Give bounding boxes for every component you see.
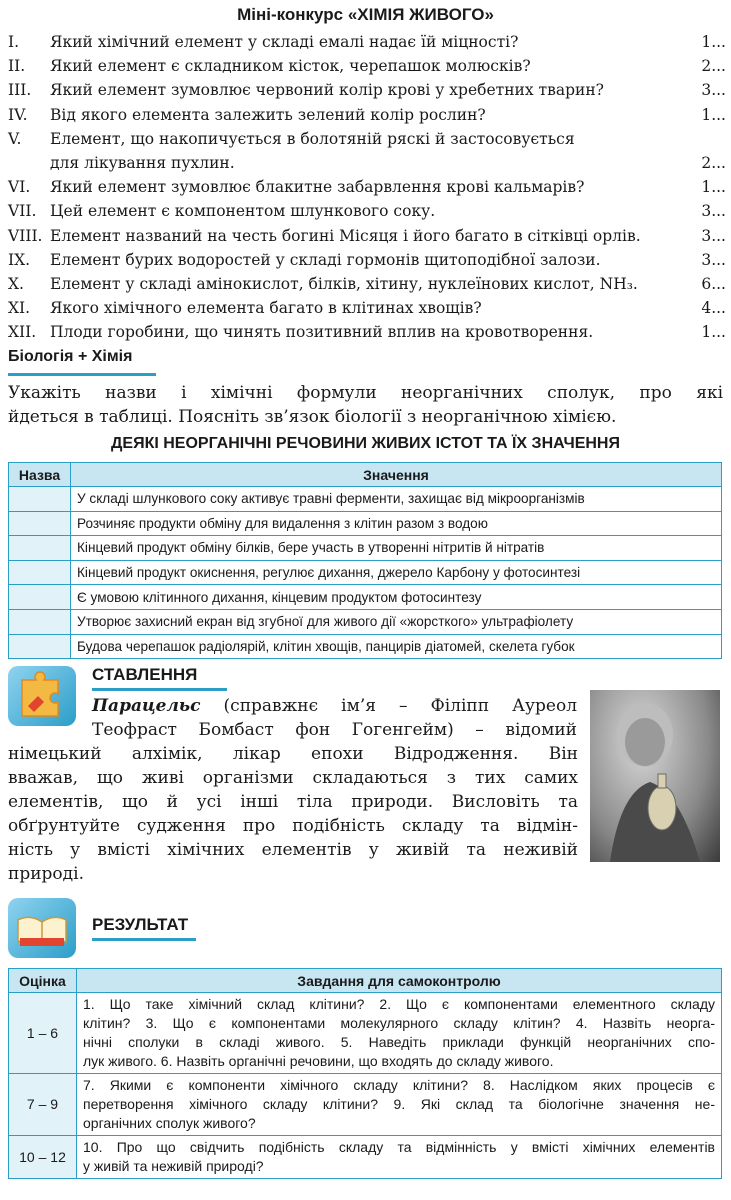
- attitude-paragraph-top: [92, 694, 577, 742]
- self-check-table: [8, 968, 722, 1179]
- header-tasks: Завдання для самоконтролю: [77, 969, 722, 993]
- quiz-item: [8, 248, 726, 272]
- quiz-question: Якого хімічного елемента багато в клітинах хвощів?: [50, 299, 482, 318]
- task-line: у живій та неживій природі?: [83, 1158, 264, 1174]
- grade-cell: 10 – 12: [9, 1136, 77, 1179]
- person-name: Парацельс: [92, 696, 201, 716]
- paragraph-line: природі.: [8, 864, 84, 884]
- substance-meaning-cell: Кінцевий продукт обміну білків, бере участь в утворенні нітритів й нітратів: [71, 536, 722, 561]
- quiz-answer-slot: 4...: [701, 299, 726, 318]
- heading-underline: [92, 688, 227, 691]
- substance-meaning-cell: Утворює захисний екран від згубної для живого дії «жорсткого» ультрафіолету: [71, 609, 722, 634]
- task-line: органічних сполук живого?: [83, 1115, 256, 1131]
- paragraph-line: Теофраст Бомбаст фон Гогенгейм) – відомий: [92, 720, 577, 740]
- quiz-question: Цей елемент є компонентом шлункового соку.: [50, 202, 436, 221]
- quiz-item: [8, 272, 726, 296]
- quiz-number: V.: [8, 129, 22, 148]
- table-row: [9, 1074, 722, 1136]
- grade-cell: 1 – 6: [9, 993, 77, 1074]
- task-line: перетворення хімічного складу клітини? 9. Які склад та біологічне значення не-: [83, 1096, 715, 1112]
- task-line: клітин? 3. Що є компонентами молекулярного складу клітин? 4. Назвіть неорга-: [83, 1015, 715, 1031]
- task-cell: [77, 1136, 722, 1179]
- quiz-question: для лікування пухлин.: [50, 153, 235, 172]
- header-meaning: Значення: [71, 463, 722, 487]
- quiz-question: Елемент у складі амінокислот, білків, хітину, нуклеїнових кислот, NH₃.: [50, 274, 638, 293]
- quiz-list: [8, 30, 726, 344]
- quiz-item: [8, 320, 726, 344]
- quiz-answer-slot: 1...: [701, 323, 726, 342]
- task-cell: [77, 993, 722, 1074]
- heading-underline: [8, 373, 156, 376]
- quiz-number: III.: [8, 81, 32, 100]
- quiz-question: Плоди горобини, що чинять позитивний вплив на кровотворення.: [50, 323, 594, 342]
- task-cell: [77, 1074, 722, 1136]
- quiz-question: Який елемент зумовлює блакитне забарвлення крові кальмарів?: [50, 178, 585, 197]
- quiz-number: II.: [8, 57, 26, 76]
- quiz-answer-slot: 1...: [701, 33, 726, 51]
- quiz-number: X.: [8, 274, 24, 293]
- quiz-number: XI.: [8, 299, 31, 318]
- table-row: [9, 585, 722, 610]
- quiz-number: VI.: [8, 178, 31, 197]
- paragraph-line: йдеться в таблиці. Поясніть зв’язок біології з неорганічною хімією.: [8, 407, 617, 427]
- task-line: 7. Якими є компоненти хімічного складу клітини? 8. Наслідком яких процесів є: [83, 1077, 715, 1093]
- bio-chem-heading: Біологія + Хімія: [8, 348, 133, 365]
- quiz-answer-slot: 1...: [701, 105, 726, 124]
- substance-name-cell: [9, 560, 71, 585]
- quiz-question: Від якого елемента залежить зелений колір рослин?: [50, 105, 486, 124]
- task-line: 1. Що таке хімічний склад клітини? 2. Що є компонентами елементного складу: [83, 996, 715, 1012]
- quiz-question: Елемент бурих водоростей у складі гормонів щитоподібної залози.: [50, 250, 601, 269]
- quiz-answer-slot: 6...: [701, 274, 726, 293]
- substance-meaning-cell: Кінцевий продукт окиснення, регулює дихання, джерело Карбону у фотосинтезі: [71, 560, 722, 585]
- paragraph-line: вважав, що живі організми складаються з тих самих: [8, 768, 578, 788]
- paragraph-text: (справжнє ім’я – Філіпп Ауреол: [200, 696, 577, 716]
- quiz-answer-slot: 3...: [701, 226, 726, 245]
- substance-name-cell: [9, 634, 71, 659]
- substance-meaning-cell: Розчиняє продукти обміну для видалення з клітин разом з водою: [71, 511, 722, 536]
- substances-table-title: ДЕЯКІ НЕОРГАНІЧНІ РЕЧОВИНИ ЖИВИХ ІСТОТ ТА ЇХ ЗНАЧЕННЯ: [111, 435, 620, 452]
- table-row: [9, 536, 722, 561]
- quiz-item: [8, 175, 726, 199]
- substance-meaning-cell: Будова черепашок радіолярій, клітин хвощів, панцирів діатомей, скелета губок: [71, 634, 722, 659]
- quiz-item: [8, 224, 726, 248]
- table-row: [9, 511, 722, 536]
- paragraph-line: Укажіть назви і хімічні формули неорганічних сполук, про які: [8, 383, 723, 403]
- quiz-number: VIII.: [8, 226, 43, 245]
- quiz-answer-slot: 3...: [701, 81, 726, 100]
- table-header-row: [9, 969, 722, 993]
- substance-name-cell: [9, 609, 71, 634]
- quiz-item: [8, 151, 726, 175]
- substance-meaning-cell: Є умовою клітинного дихання, кінцевим продуктом фотосинтезу: [71, 585, 722, 610]
- attitude-heading: СТАВЛЕННЯ: [92, 665, 198, 684]
- substance-name-cell: [9, 487, 71, 512]
- task-line: 10. Про що свідчить подібність складу та відмінність у вмісті хімічних елементів: [83, 1139, 715, 1155]
- table-row: [9, 634, 722, 659]
- substance-name-cell: [9, 585, 71, 610]
- quiz-item: [8, 199, 726, 223]
- quiz-answer-slot: 3...: [701, 202, 726, 221]
- table-row: [9, 560, 722, 585]
- quiz-question: Який хімічний елемент у складі емалі надає їй міцності?: [50, 33, 519, 51]
- quiz-question: Елемент названий на честь богині Місяця і його багато в сітківці орлів.: [50, 226, 641, 245]
- contest-title: Міні-конкурс «ХІМІЯ ЖИВОГО»: [237, 5, 494, 24]
- puzzle-icon: [8, 666, 76, 726]
- book-icon: [8, 898, 76, 958]
- result-heading: РЕЗУЛЬТАТ: [92, 915, 189, 934]
- quiz-question: Який елемент є складником кісток, черепашок молюсків?: [50, 57, 531, 76]
- quiz-question: Який елемент зумовлює червоний колір крові у хребетних тварин?: [50, 81, 604, 100]
- table-row: [9, 609, 722, 634]
- quiz-answer-slot: 1...: [701, 178, 726, 197]
- paragraph-line: [92, 694, 577, 718]
- table-row: [9, 487, 722, 512]
- substances-table: [8, 462, 722, 659]
- task-line: нічні сполуки в складі живого. 5. Наведіть приклади функцій неорганічних спо-: [83, 1034, 715, 1050]
- quiz-number: VII.: [8, 202, 37, 221]
- grade-cell: 7 – 9: [9, 1074, 77, 1136]
- paragraph-line: ність у вмісті хімічних елементів у живій та неживій: [8, 840, 578, 860]
- paragraph-line: обґрунтуйте судження про подібність складу та відмін-: [8, 816, 578, 836]
- task-line: лук живого. 6. Назвіть органічні речовини, що входять до складу живого.: [83, 1053, 554, 1069]
- heading-underline: [92, 938, 196, 941]
- quiz-number: IV.: [8, 105, 28, 124]
- quiz-question: Елемент, що накопичується в болотяній ряскі й застосовується: [50, 129, 575, 148]
- quiz-number: XII.: [8, 323, 37, 342]
- quiz-item: [8, 78, 726, 102]
- quiz-answer-slot: 2...: [701, 153, 726, 172]
- quiz-item: [8, 54, 726, 78]
- table-row: [9, 993, 722, 1074]
- substance-name-cell: [9, 511, 71, 536]
- bio-task-paragraph: [8, 381, 723, 429]
- paracelsus-portrait: [590, 690, 720, 862]
- substance-meaning-cell: У складі шлункового соку активує травні ферменти, захищає від мікроорганізмів: [71, 487, 722, 512]
- quiz-number: IX.: [8, 250, 31, 269]
- quiz-item: [8, 103, 726, 127]
- quiz-item: [8, 30, 726, 54]
- quiz-number: I.: [8, 33, 20, 51]
- quiz-item: [8, 296, 726, 320]
- table-header-row: [9, 463, 722, 487]
- quiz-item: [8, 127, 726, 151]
- quiz-answer-slot: 3...: [701, 250, 726, 269]
- header-name: Назва: [9, 463, 71, 487]
- quiz-answer-slot: 2...: [701, 57, 726, 76]
- paragraph-line: німецький алхімік, лікар епохи Відродження. Він: [8, 744, 578, 764]
- paragraph-line: елементів, що й усі інші тіла природи. Висловіть та: [8, 792, 578, 812]
- attitude-paragraph-bottom: [8, 742, 578, 886]
- table-row: [9, 1136, 722, 1179]
- substance-name-cell: [9, 536, 71, 561]
- header-grade: Оцінка: [9, 969, 77, 993]
